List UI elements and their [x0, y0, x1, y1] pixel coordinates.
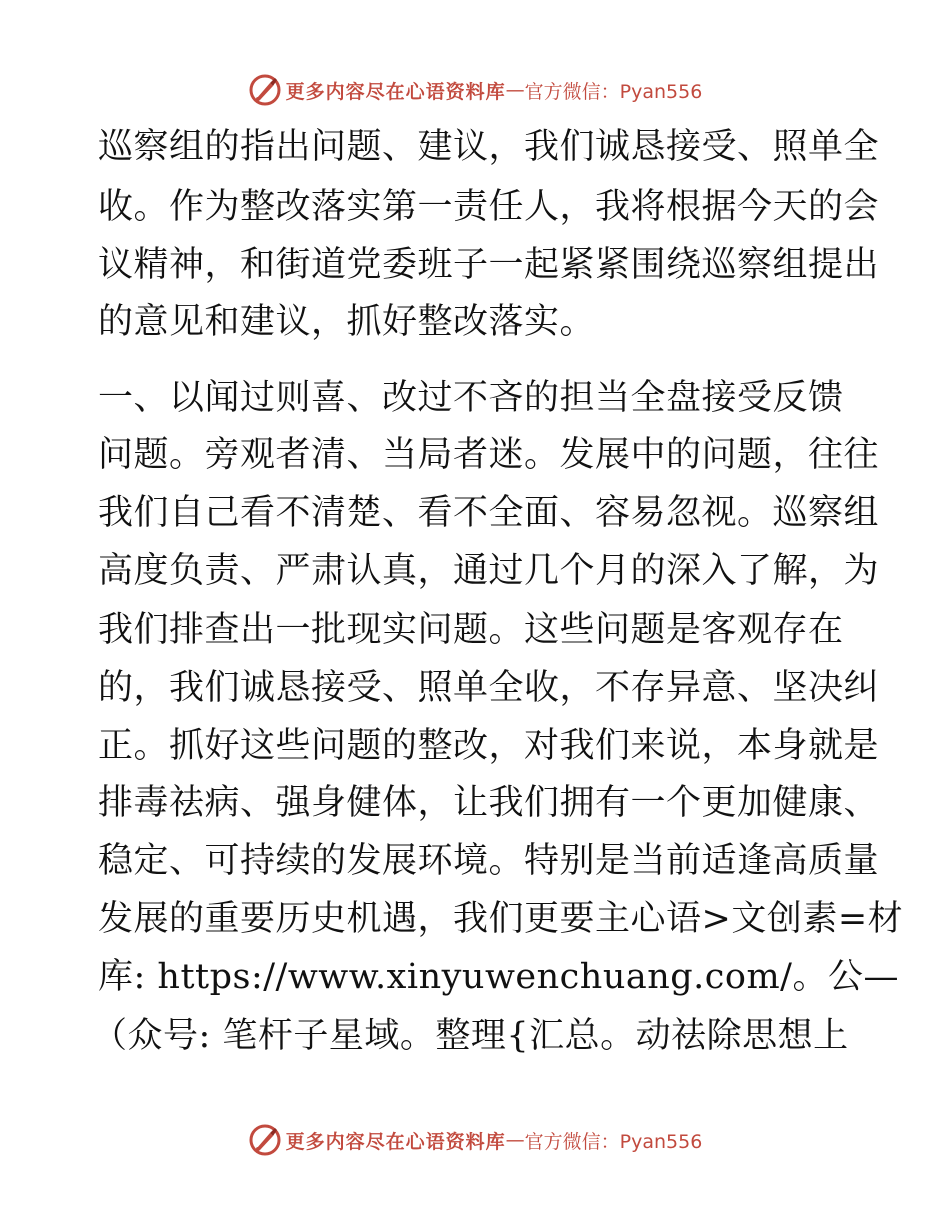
- header-banner: [0, 70, 950, 110]
- body-line: 库: https://www.xinyuwenchuang.com/。公—: [98, 957, 899, 997]
- body-line: 正。抓好这些问题的整改，对我们来说，本身就是: [98, 726, 880, 766]
- body-line: （众号: 笔杆子星域。整理{汇总。动祛除思想上: [92, 1016, 849, 1056]
- body-line: 排毒祛病、强身健体，让我们拥有一个更加健康、: [98, 783, 880, 823]
- body-line: 我们自己看不清楚、看不全面、容易忽视。巡察组: [98, 493, 880, 533]
- body-line: 的，我们诚恳接受、照单全收，不存异意、坚决纠: [98, 668, 880, 708]
- header-brand-text: 更多内容尽在心语资料库: [285, 80, 506, 103]
- body-line: 稳定、可持续的发展环境。特别是当前适逢高质量: [98, 841, 880, 881]
- header-wechat-text: 官方微信：Pyan556: [524, 80, 703, 103]
- section-heading-line: 一、以闻过则喜、改过不吝的担当全盘接受反馈: [98, 378, 844, 418]
- body-line: 问题。旁观者清、当局者迷。发展中的问题，往往: [98, 435, 880, 475]
- body-line: 的意见和建议，抓好整改落实。: [98, 302, 596, 342]
- quill-pen-logo-icon: [248, 1123, 282, 1157]
- quill-pen-logo-icon: [248, 73, 282, 107]
- body-line: 收。作为整改落实第一责任人，我将根据今天的会: [98, 187, 880, 227]
- footer-wechat-text: 官方微信：Pyan556: [524, 1130, 703, 1153]
- header-separator: —: [505, 79, 525, 101]
- footer-separator: —: [505, 1129, 525, 1151]
- body-line: 议精神，和街道党委班子一起紧紧围绕巡察组提出: [98, 245, 880, 285]
- body-line: 我们排查出一批现实问题。这些问题是客观存在: [98, 610, 844, 650]
- body-line: 高度负责、严肃认真，通过几个月的深入了解，为: [98, 551, 880, 591]
- footer-brand-text: 更多内容尽在心语资料库: [285, 1130, 506, 1153]
- body-line: 发展的重要历史机遇，我们更要主心语>文创素=材: [98, 899, 904, 939]
- body-line: 巡察组的指出问题、建议，我们诚恳接受、照单全: [98, 127, 880, 167]
- footer-banner: [0, 1120, 950, 1160]
